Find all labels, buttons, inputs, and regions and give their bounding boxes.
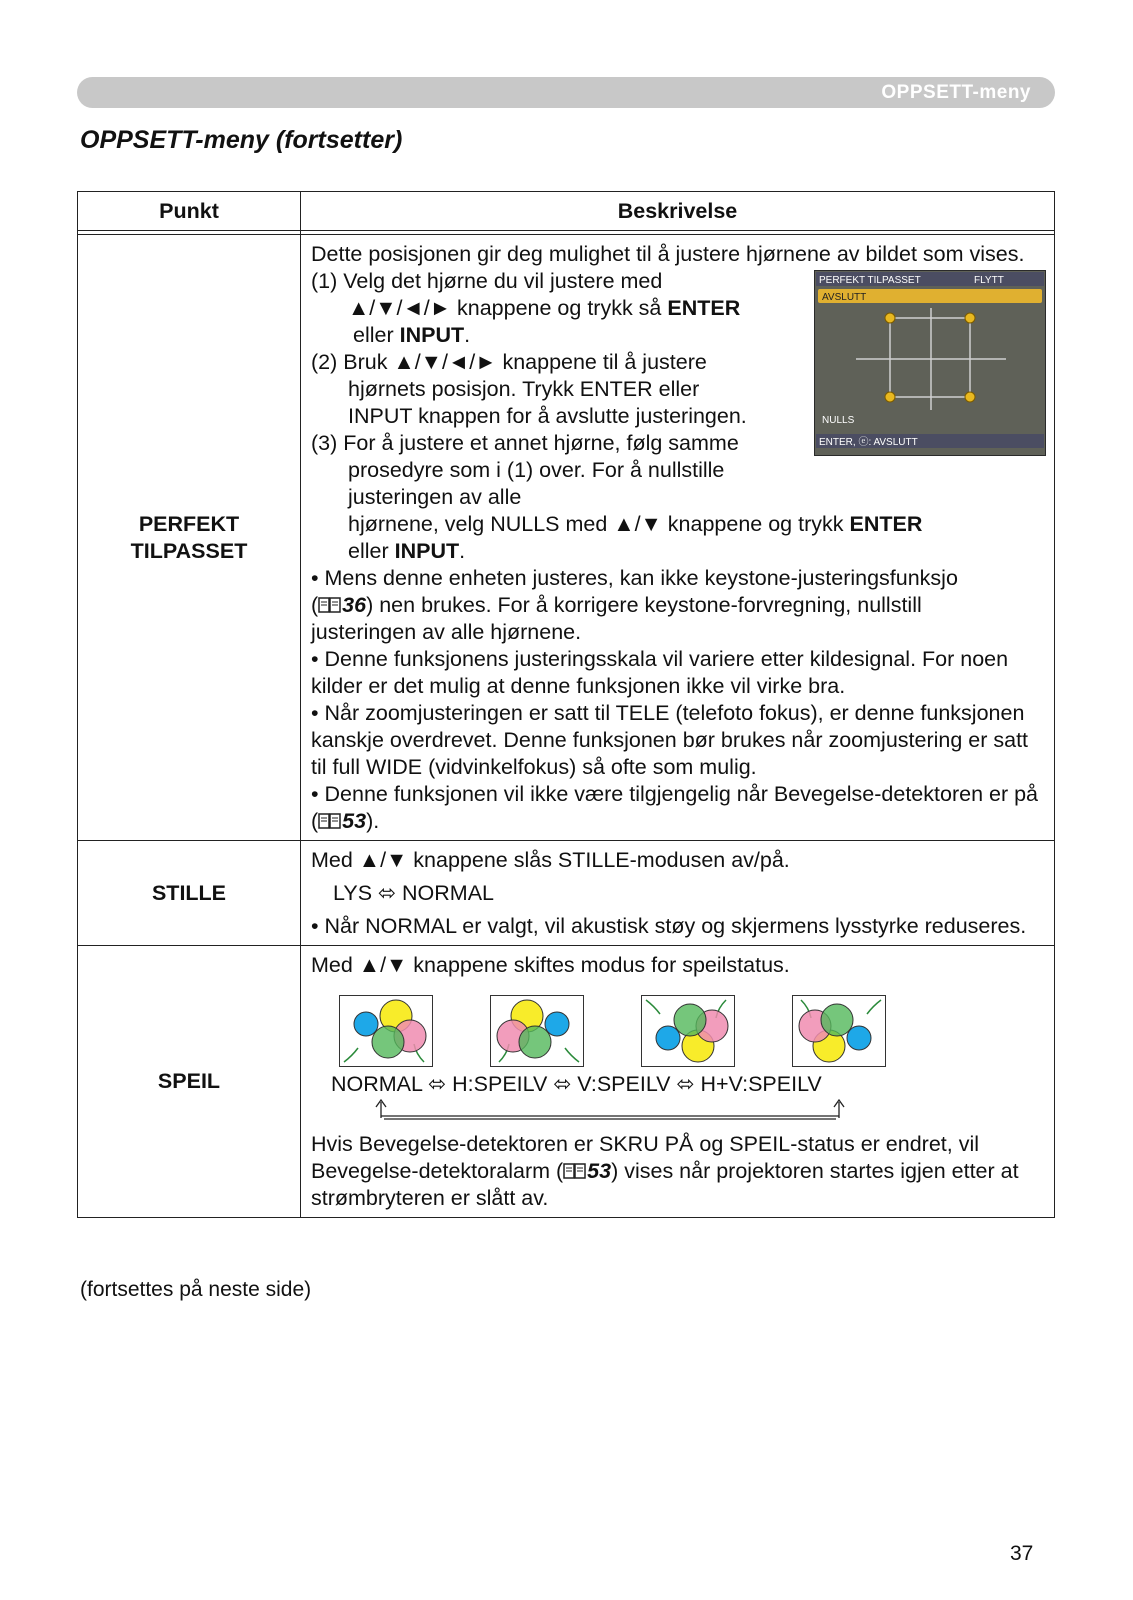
perfekt-step2b: hjørnets posisjon. Trykk ENTER eller xyxy=(348,377,700,401)
stille-line2: LYS ⬄ NORMAL xyxy=(333,881,494,905)
stille-line1: Med ▲/▼ knappene slås STILLE-modusen av/på. xyxy=(311,848,790,872)
item-stille: STILLE xyxy=(78,841,301,946)
ref-link-53[interactable]: 53 xyxy=(587,1159,612,1183)
perfekt-step3b: prosedyre som i (1) over. For å nullstille justeringen av alle xyxy=(348,458,725,509)
desc-speil xyxy=(301,946,1055,1218)
perfekt-bullet2: • Denne funksjonens justeringsskala vil variere etter kildesignal. For noen kilder er det mulig at denne funksjonen ikke vil virke bra. xyxy=(311,647,1009,698)
perfekt-step3c: hjørnene, velg NULLS med ▲/▼ knappene og trykk ENTER xyxy=(348,512,923,536)
book-icon xyxy=(318,596,342,614)
book-icon xyxy=(318,812,342,830)
perfekt-bullet4: • Denne funksjonen vil ikke være tilgjengelig når Bevegelse-detektoren er på ( 53). xyxy=(311,782,1039,833)
table-row xyxy=(78,235,1055,841)
item-perfekt-label: PERFEKT TILPASSET xyxy=(130,511,248,563)
osd-exit-item: AVSLUTT xyxy=(822,292,867,303)
mirror-hv-illustration xyxy=(792,995,886,1067)
perfekt-bullet3: • Når zoomjusteringen er satt til TELE (telefoto fokus), er denne funksjonen kanskje overdrevet. Denne funksjonen bør brukes når zoomjustering er satt til full WIDE (vidvinkelfokus) så ofte som mulig. xyxy=(311,701,1029,779)
item-perfekt xyxy=(78,235,301,841)
perfekt-bullet1c: justeringen av alle hjørnene. xyxy=(311,620,582,644)
speil-line1: Med ▲/▼ knappene skiftes modus for speilstatus. xyxy=(311,953,790,977)
desc-stille xyxy=(301,841,1055,946)
perfekt-step2a: (2) Bruk ▲/▼/◄/► knappene til å justere xyxy=(311,350,707,374)
perfekt-step3a: (3) For å justere et annet hjørne, følg samme xyxy=(311,431,739,455)
perfekt-step2c: INPUT knappen for å avslutte justeringen. xyxy=(348,404,747,428)
stille-line3: • Når NORMAL er valgt, vil akustisk støy og skjermens lysstyrke reduseres. xyxy=(311,914,1027,938)
ref-link-36[interactable]: 36 xyxy=(342,593,367,617)
perfekt-step1c: eller INPUT. xyxy=(353,323,471,347)
osd-title: PERFEKT TILPASSET xyxy=(819,275,921,286)
table-row xyxy=(78,841,1055,946)
desc-perfekt xyxy=(301,235,1055,841)
mirror-normal-illustration xyxy=(339,995,433,1067)
perfekt-intro: Dette posisjonen gir deg mulighet til å justere hjørnene av bildet som vises. xyxy=(311,242,1025,266)
perfekt-osd-screenshot xyxy=(814,270,1046,456)
speil-cycle: NORMAL ⬄ H:SPEILV ⬄ V:SPEILV ⬄ H+V:SPEILV xyxy=(331,1072,822,1096)
page-title: OPPSETT-meny (fortsetter) xyxy=(80,126,403,154)
table-row xyxy=(78,946,1055,1218)
perfekt-bullet1a: • Mens denne enheten justeres, kan ikke keystone-justeringsfunksjo xyxy=(311,566,958,590)
header-bar xyxy=(77,77,1055,108)
mirror-illustrations xyxy=(339,995,1044,1067)
perfekt-step1b: ▲/▼/◄/► knappene og trykk så ENTER xyxy=(348,296,741,320)
cycle-return-arrow xyxy=(375,1096,845,1120)
osd-reset: NULLS xyxy=(822,415,855,426)
table-header-row xyxy=(78,192,1055,231)
item-speil: SPEIL xyxy=(78,946,301,1218)
ref-link-53[interactable]: 53 xyxy=(342,809,367,833)
book-icon xyxy=(563,1162,587,1180)
speil-note: Hvis Bevegelse-detektoren er SKRU PÅ og SPEIL-status er endret, vil Bevegelse-detektoralarm ( 53) vises når projektoren startes igjen etter at strømbryteren er slått av. xyxy=(311,1132,1019,1210)
mirror-h-illustration xyxy=(490,995,584,1067)
settings-table xyxy=(77,191,1055,1218)
osd-footer: ENTER, ⓔ: AVSLUTT xyxy=(819,437,918,448)
perfekt-bullet1b: ( 36) nen brukes. For å korrigere keystone-forvregning, nullstill xyxy=(311,593,922,617)
osd-move: FLYTT xyxy=(974,275,1004,286)
continued-note: (fortsettes på neste side) xyxy=(80,1278,312,1301)
perfekt-step1a: (1) Velg det hjørne du vil justere med xyxy=(311,269,663,293)
col-header-item: Punkt xyxy=(78,192,301,231)
perfekt-step3d: eller INPUT. xyxy=(348,539,466,563)
col-header-desc: Beskrivelse xyxy=(301,192,1055,231)
page-number: 37 xyxy=(1010,1542,1034,1565)
mirror-v-illustration xyxy=(641,995,735,1067)
header-label: OPPSETT-meny xyxy=(881,82,1031,103)
